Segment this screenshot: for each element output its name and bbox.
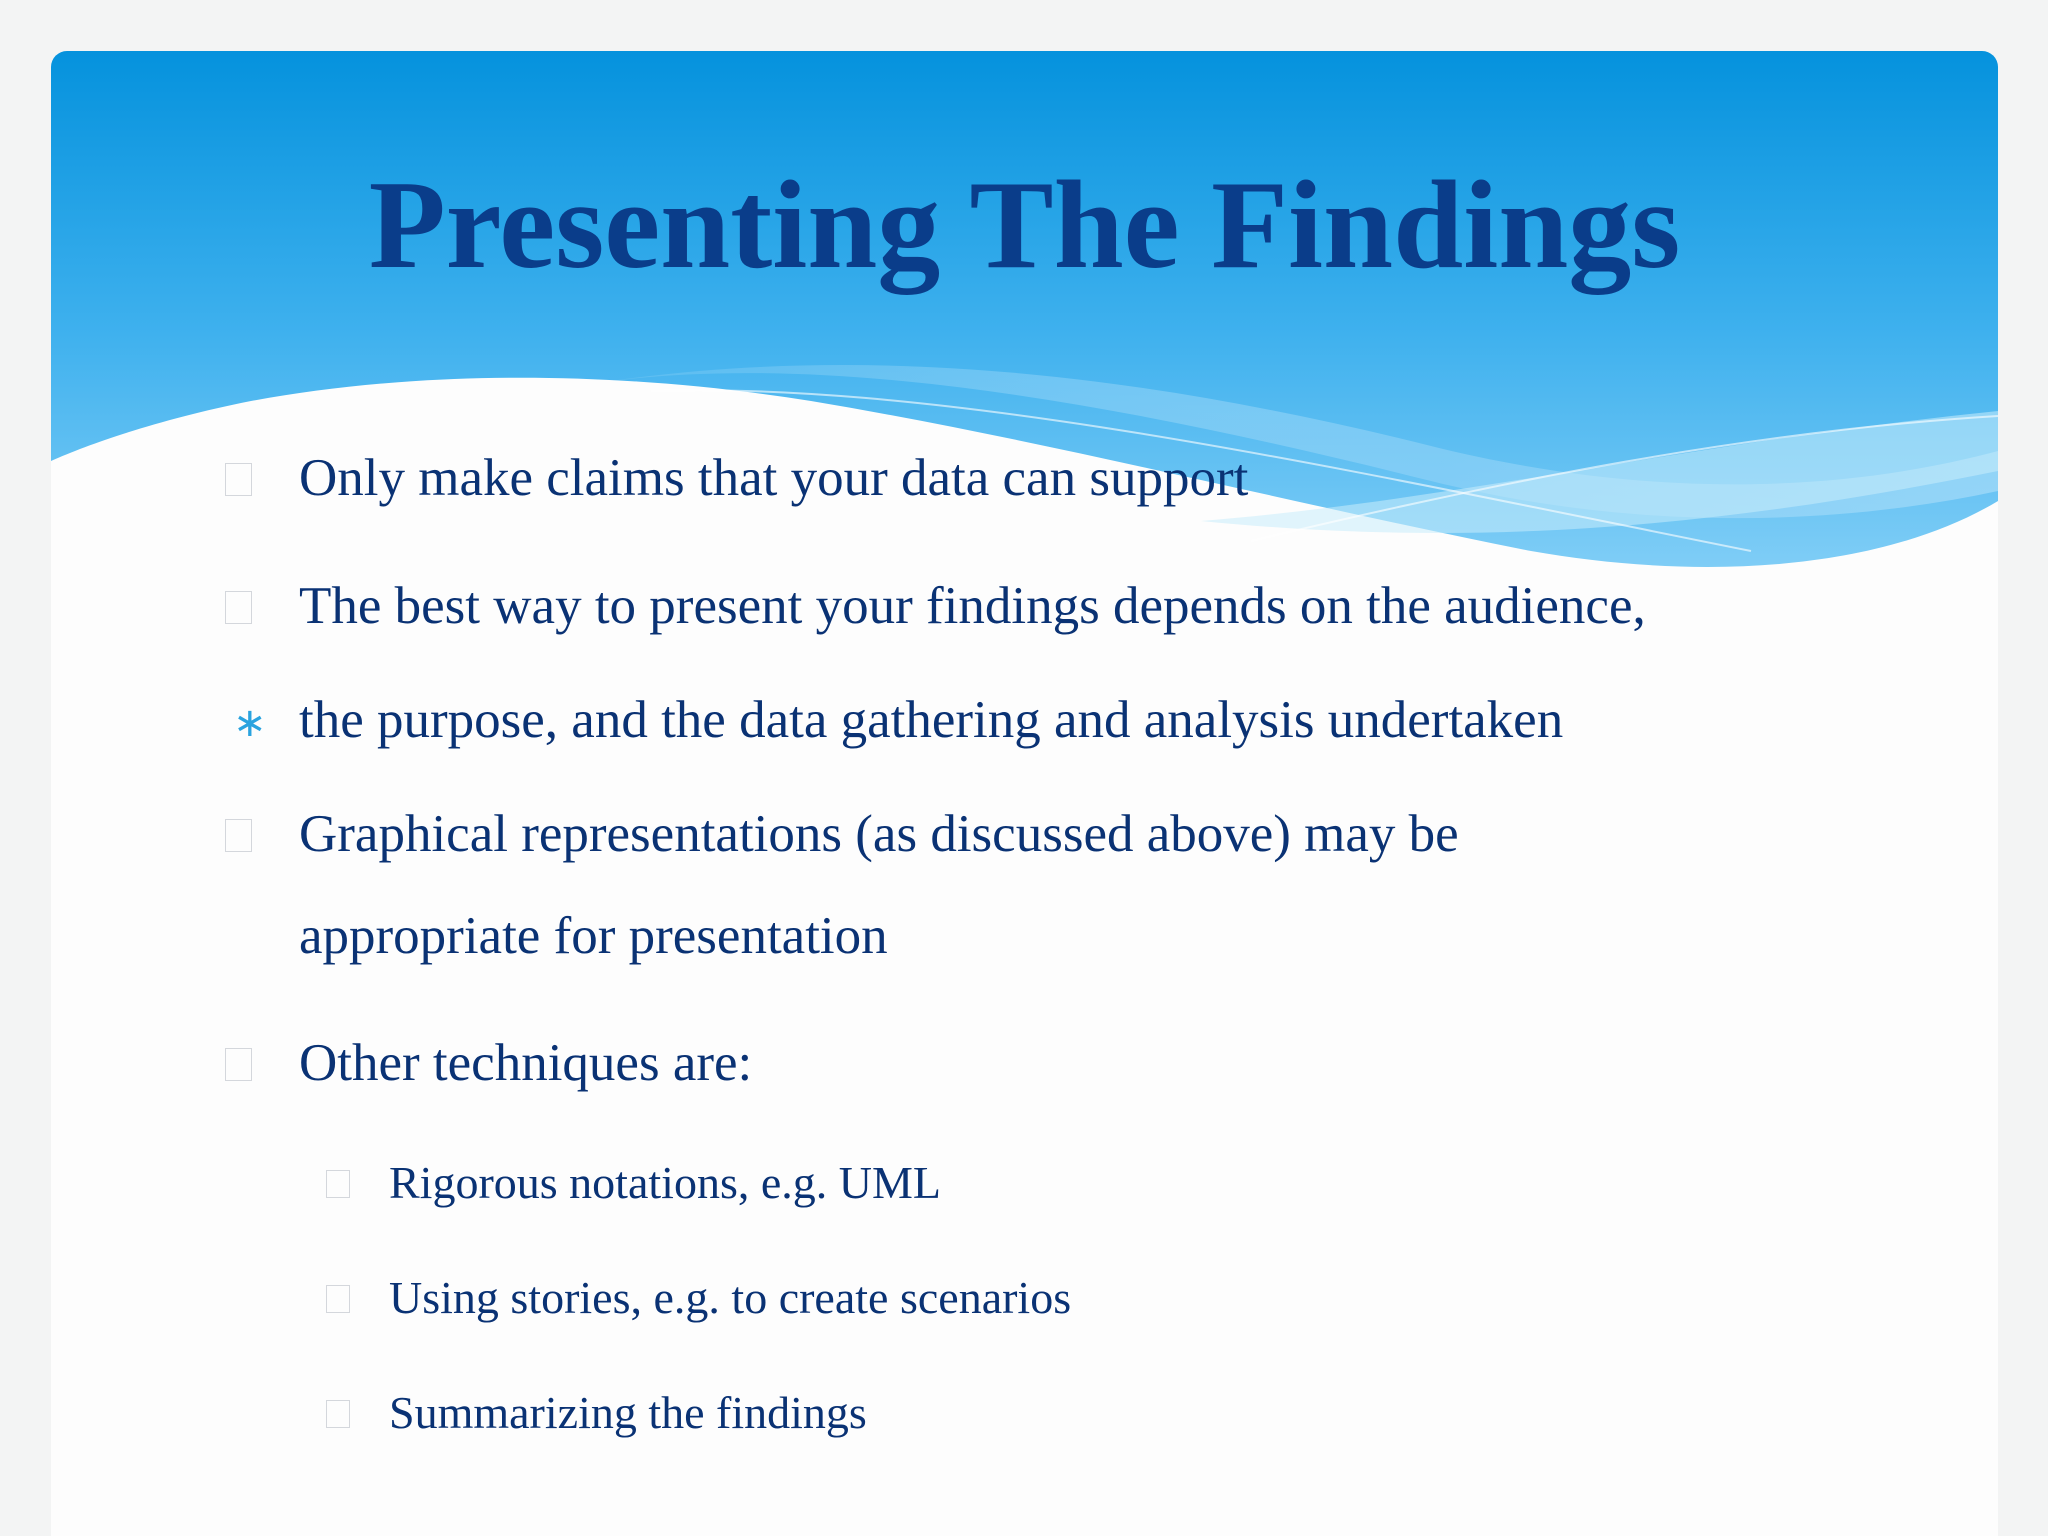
bullet-line: Other techniques are: (299, 1034, 753, 1092)
bullet-line: The best way to present your findings depends on the audience, (299, 577, 1646, 635)
sub-bullet-line: Summarizing the findings (389, 1387, 867, 1438)
bullet-line-continuation: appropriate for presentation (299, 907, 888, 965)
header-wave-background (51, 51, 1998, 591)
bullet-box-icon (225, 463, 252, 496)
bullet-box-icon (225, 819, 252, 852)
sub-bullet-line: Using stories, e.g. to create scenarios (389, 1272, 1072, 1323)
asterisk-icon: ∗ (233, 700, 267, 746)
bullet-box-icon (225, 591, 252, 624)
sub-bullet-box-icon (326, 1170, 350, 1198)
sub-bullet-box-icon (326, 1400, 350, 1428)
bullet-box-icon (225, 1048, 252, 1081)
slide-title: Presenting The Findings (368, 156, 1681, 295)
slide (51, 51, 1998, 1536)
sub-bullet-box-icon (326, 1285, 350, 1313)
bullet-line: Graphical representations (as discussed above) may be (299, 805, 1459, 863)
sub-bullet-line: Rigorous notations, e.g. UML (389, 1157, 941, 1208)
bullet-line: Only make claims that your data can support (299, 449, 1249, 507)
bullet-line: the purpose, and the data gathering and analysis undertaken (299, 691, 1564, 749)
